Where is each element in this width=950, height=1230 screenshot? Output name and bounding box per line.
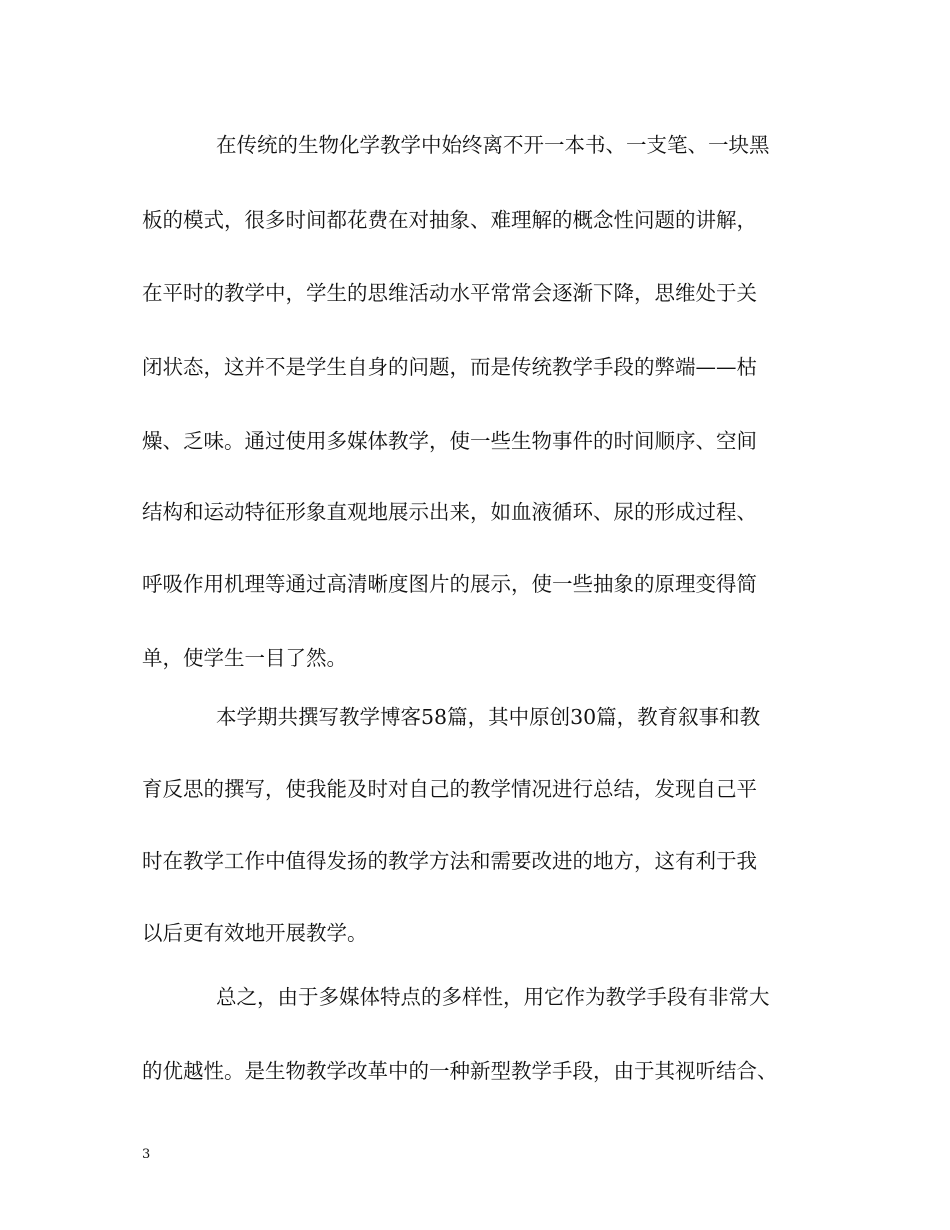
- paragraph-1-line-3: 在平时的教学中，学生的思维活动水平常常会逐渐下降，思维处于关: [142, 281, 757, 305]
- paragraph-1-line-1: 在传统的生物化学教学中始终离不开一本书、一支笔、一块黑: [216, 133, 770, 157]
- paragraph-1-line-6: 结构和运动特征形象直观地展示出来，如血液循环、尿的形成过程、: [142, 500, 757, 524]
- paragraph-2-line-4: 以后更有效地开展教学。: [142, 921, 368, 945]
- page-number: 3: [142, 1147, 151, 1162]
- paragraph-1-line-7: 呼吸作用机理等通过高清晰度图片的展示，使一些抽象的原理变得简: [142, 572, 757, 596]
- paragraph-2-line-3: 时在教学工作中值得发扬的教学方法和需要改进的地方，这有利于我: [142, 849, 757, 873]
- paragraph-1-line-2: 板的模式，很多时间都花费在对抽象、难理解的概念性问题的讲解，: [142, 208, 757, 232]
- paragraph-1-line-4: 闭状态，这并不是学生自身的问题，而是传统教学手段的弊端——枯: [142, 355, 757, 379]
- paragraph-1-line-5: 燥、乏味。通过使用多媒体教学，使一些生物事件的时间顺序、空间: [142, 429, 757, 453]
- paragraph-3-line-1: 总之，由于多媒体特点的多样性，用它作为教学手段有非常大: [216, 985, 770, 1009]
- paragraph-2-line-2: 育反思的撰写，使我能及时对自己的教学情况进行总结，发现自己平: [142, 777, 757, 801]
- paragraph-1-line-8: 单，使学生一目了然。: [142, 646, 347, 670]
- paragraph-2-line-1: 本学期共撰写教学博客58篇，其中原创30篇，教育叙事和教: [216, 705, 761, 729]
- paragraph-3-line-2: 的优越性。是生物教学改革中的一种新型教学手段，由于其视听结合、: [142, 1059, 778, 1083]
